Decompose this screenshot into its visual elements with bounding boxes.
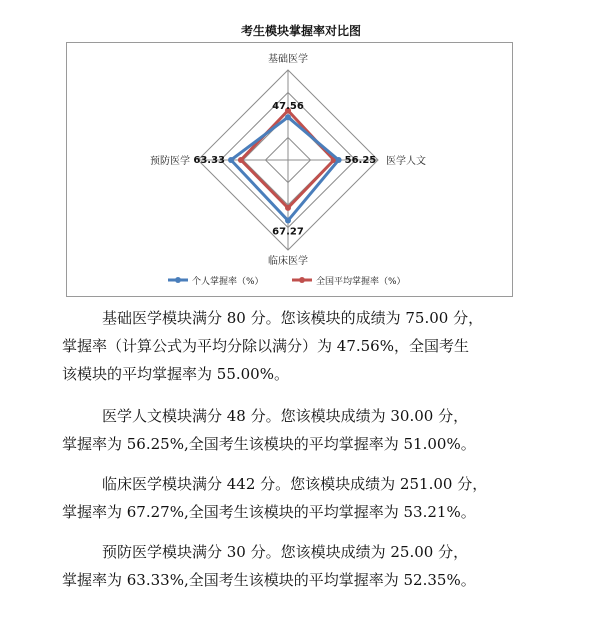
- paragraph-1-line-3: 该模块的平均掌握率为 55.00%。: [62, 365, 289, 383]
- paragraph-1: [62, 304, 532, 388]
- paragraph-4: [62, 538, 532, 594]
- data-label-3: 67.27: [272, 226, 304, 238]
- axis-label-4: 预防医学: [150, 156, 190, 167]
- paragraph-2: [62, 402, 532, 458]
- paragraph-3-line-1: 临床医学模块满分 442 分。您该模块成绩为 251.00 分，: [102, 475, 488, 493]
- radar-chart: [0, 0, 602, 300]
- paragraph-4-line-1: 预防医学模块满分 30 分。您该模块成绩为 25.00 分，: [102, 543, 469, 561]
- paragraph-3: [62, 470, 532, 526]
- data-label-4: 63.33: [193, 155, 226, 166]
- legend-label-2: 全国平均掌握率（%）: [316, 277, 406, 287]
- paragraph-2-line-2: 掌握率为 56.25%,全国考生该模块的平均掌握率为 51.00%。: [62, 435, 476, 453]
- axis-label-2: 医学人文: [386, 156, 426, 167]
- chart-title: 考生模块掌握率对比图: [240, 24, 361, 38]
- legend-marker-1: [175, 277, 181, 283]
- paragraph-3-line-2: 掌握率为 67.27%,全国考生该模块的平均掌握率为 53.21%。: [62, 503, 476, 521]
- paragraph-1-line-2: 掌握率（计算公式为平均分除以满分）为 47.56%，全国考生: [62, 337, 469, 355]
- paragraph-2-line-1: 医学人文模块满分 48 分。您该模块成绩为 30.00 分，: [102, 407, 469, 425]
- data-label-2: 56.25: [344, 155, 377, 166]
- paragraph-4-line-2: 掌握率为 63.33%,全国考生该模块的平均掌握率为 52.35%。: [62, 571, 476, 589]
- series-1-point-2: [336, 157, 342, 163]
- series-1-point-3: [285, 218, 291, 224]
- paragraph-1-line-1: 基础医学模块满分 80 分。您该模块的成绩为 75.00 分，: [102, 309, 484, 327]
- series-1-point-1: [285, 114, 291, 120]
- legend-marker-2: [299, 277, 305, 283]
- axis-label-1: 基础医学: [268, 54, 308, 65]
- series-1-point-4: [228, 157, 234, 163]
- data-label-1: 47.56: [272, 101, 304, 113]
- series-2-point-3: [285, 205, 291, 211]
- legend-label-1: 个人掌握率（%）: [192, 277, 264, 287]
- axis-label-3: 临床医学: [268, 256, 308, 267]
- series-2-point-4: [238, 157, 244, 163]
